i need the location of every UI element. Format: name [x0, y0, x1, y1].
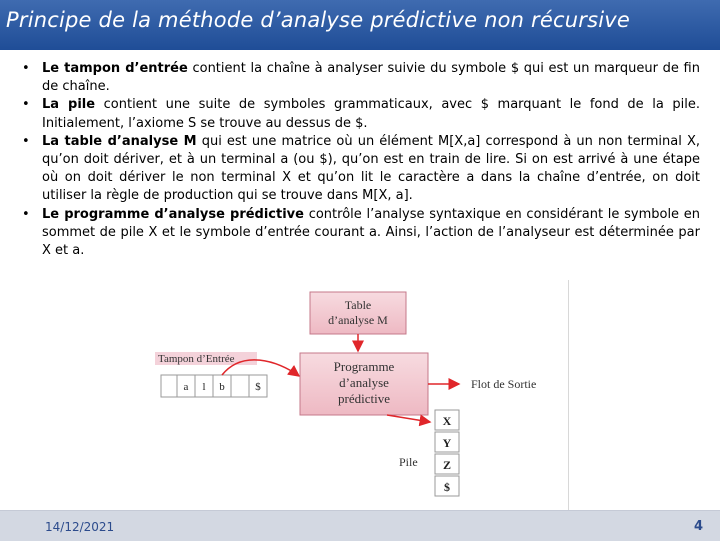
bullet-term: La pile — [42, 97, 96, 113]
stack-label: Pile — [399, 455, 418, 469]
bullet-item — [22, 206, 700, 261]
stack-cell: Y — [442, 436, 452, 450]
bullet-text: qui est une matrice où un élément M[X,a] correspond à un non terminal X, qu’on doit dériver, et à un terminal a (ou $), qu’on est en train de lire. Si on est arrivé à une étape où on doit dériver le non terminal X et qu’on lit le caractère a dans la chaîne d’entrée, on doit utiliser la règle de production qui se trouve dans M[X, a]. — [42, 133, 700, 204]
buffer-label: Tampon d’Entrée — [158, 353, 235, 365]
bullet-glyph: • — [22, 61, 30, 76]
program-label-line2: d’analyse — [339, 375, 389, 390]
input-buffer — [161, 375, 267, 397]
program-label-line3: prédictive — [338, 391, 390, 406]
stack — [435, 410, 459, 496]
bullet-glyph: • — [22, 206, 30, 222]
parser-diagram-svg — [137, 280, 568, 510]
output-label: Flot de Sortie — [471, 377, 537, 391]
slide-title: Principe de la méthode d’analyse prédictive non récursive — [6, 8, 630, 32]
bullet-glyph: • — [22, 97, 30, 113]
program-label-line1: Programme — [333, 359, 395, 374]
table-label-line2: d’analyse M — [328, 313, 388, 327]
buffer-cell: l — [202, 381, 206, 393]
parser-diagram — [137, 280, 569, 510]
page-number: 4 — [694, 519, 704, 534]
program-box — [300, 353, 428, 415]
table-label-line1: Table — [344, 298, 372, 312]
stack-cell: X — [442, 414, 452, 428]
buffer-cell: b — [219, 381, 225, 393]
stack-cell: $ — [444, 480, 450, 494]
stack-arrow — [387, 415, 430, 422]
bullet-text: contrôle l’analyse syntaxique en considérant le symbole en sommet de pile X et le symbole d’entrée courant a. Ainsi, l’action de l’analyseur est déterminée par X et a. — [42, 206, 701, 259]
bullet-text: contient une suite de symboles grammaticaux, avec $ marquant le fond de la pile. Initialement, l’axiome S se trouve au dessus de $. — [42, 97, 700, 131]
buffer-cell: $ — [255, 381, 261, 393]
footer-date: 14/12/2021 — [45, 520, 115, 534]
buffer-cell: a — [183, 381, 189, 393]
bullet-item — [22, 133, 700, 206]
bullet-list — [22, 60, 700, 260]
stack-cell: Z — [442, 458, 452, 472]
bullet-text: contient la chaîne à analyser suivie du symbole $ qui est un marqueur de fin de chaîne. — [42, 61, 700, 95]
bullet-item — [22, 96, 700, 132]
bullet-glyph: • — [22, 133, 30, 149]
bullet-item — [22, 60, 700, 96]
table-box — [310, 292, 406, 334]
bullet-term: La table d’analyse M — [42, 133, 197, 149]
bullet-term: Le programme d’analyse prédictive — [42, 206, 304, 222]
bullet-term: Le tampon d’entrée — [42, 61, 188, 76]
